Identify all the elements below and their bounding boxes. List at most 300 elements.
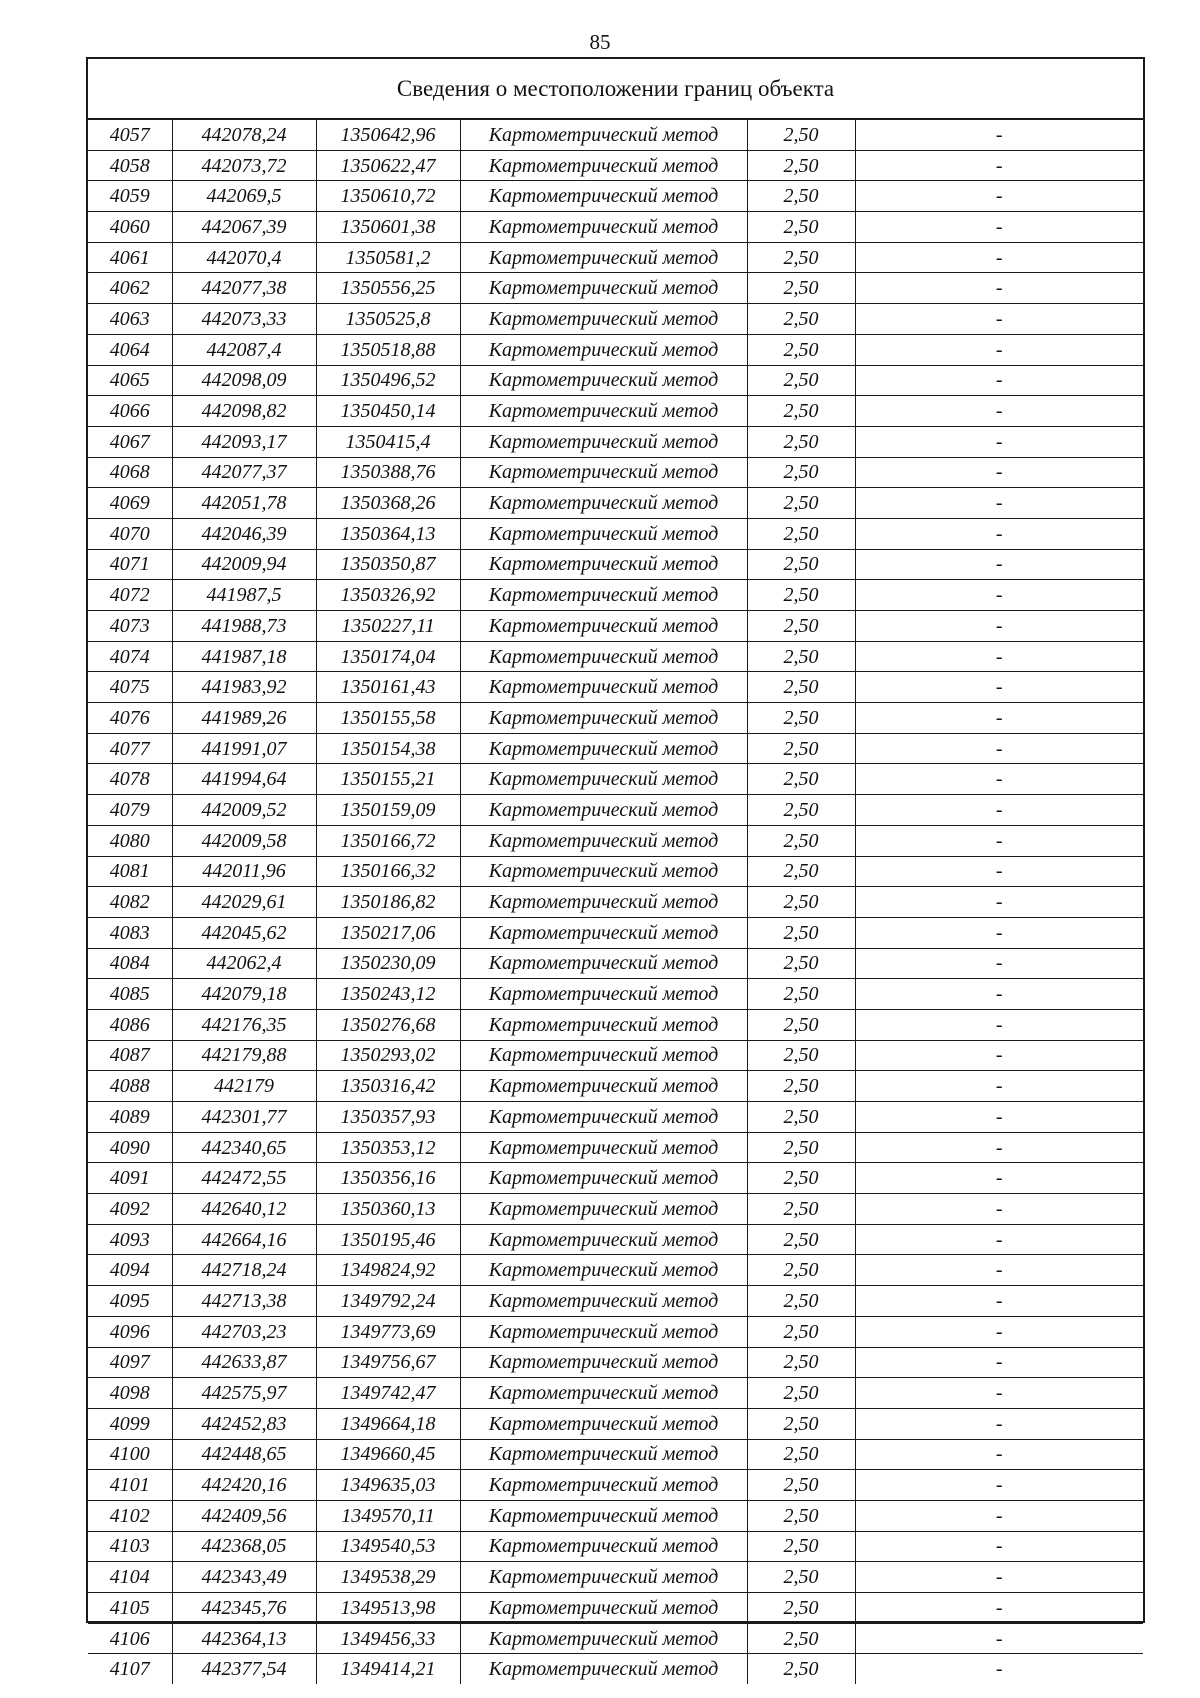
x-coordinate-cell: 442409,56: [172, 1500, 316, 1531]
method-cell: Картометрический метод: [460, 948, 747, 979]
description-cell: -: [855, 365, 1143, 396]
x-coordinate-cell: 442713,38: [172, 1286, 316, 1317]
y-coordinate-cell: 1349414,21: [316, 1654, 460, 1684]
table-row: [88, 1439, 1143, 1470]
point-number-cell: 4095: [88, 1286, 172, 1317]
table-row: [88, 1132, 1143, 1163]
table-row: [88, 1286, 1143, 1317]
description-cell: -: [855, 611, 1143, 642]
accuracy-cell: 2,50: [747, 1654, 855, 1684]
method-cell: Картометрический метод: [460, 1439, 747, 1470]
point-number-cell: 4071: [88, 549, 172, 580]
point-number-cell: 4080: [88, 825, 172, 856]
point-number-cell: 4091: [88, 1163, 172, 1194]
point-number-cell: 4069: [88, 488, 172, 519]
table-row: [88, 1040, 1143, 1071]
x-coordinate-cell: 442703,23: [172, 1316, 316, 1347]
description-cell: -: [855, 825, 1143, 856]
accuracy-cell: 2,50: [747, 396, 855, 427]
table-row: [88, 304, 1143, 335]
point-number-cell: 4076: [88, 703, 172, 734]
method-cell: Картометрический метод: [460, 1009, 747, 1040]
accuracy-cell: 2,50: [747, 1102, 855, 1133]
description-cell: -: [855, 733, 1143, 764]
x-coordinate-cell: 442718,24: [172, 1255, 316, 1286]
y-coordinate-cell: 1350360,13: [316, 1194, 460, 1225]
point-number-cell: 4106: [88, 1623, 172, 1654]
point-number-cell: 4059: [88, 181, 172, 212]
description-cell: -: [855, 1132, 1143, 1163]
y-coordinate-cell: 1350166,72: [316, 825, 460, 856]
method-cell: Картометрический метод: [460, 304, 747, 335]
accuracy-cell: 2,50: [747, 120, 855, 150]
accuracy-cell: 2,50: [747, 825, 855, 856]
x-coordinate-cell: 442575,97: [172, 1378, 316, 1409]
table-row: [88, 1378, 1143, 1409]
table-row: [88, 948, 1143, 979]
accuracy-cell: 2,50: [747, 1132, 855, 1163]
description-cell: -: [855, 273, 1143, 304]
method-cell: Картометрический метод: [460, 426, 747, 457]
x-coordinate-cell: 442073,33: [172, 304, 316, 335]
table-row: [88, 1408, 1143, 1439]
point-number-cell: 4083: [88, 917, 172, 948]
method-cell: Картометрический метод: [460, 641, 747, 672]
point-number-cell: 4062: [88, 273, 172, 304]
x-coordinate-cell: 441987,5: [172, 580, 316, 611]
point-number-cell: 4066: [88, 396, 172, 427]
x-coordinate-cell: 442046,39: [172, 518, 316, 549]
description-cell: -: [855, 1654, 1143, 1684]
description-cell: -: [855, 549, 1143, 580]
y-coordinate-cell: 1350450,14: [316, 396, 460, 427]
table-row: [88, 1623, 1143, 1654]
table-row: [88, 150, 1143, 181]
table-row: [88, 457, 1143, 488]
x-coordinate-cell: 442029,61: [172, 887, 316, 918]
point-number-cell: 4093: [88, 1224, 172, 1255]
description-cell: -: [855, 1286, 1143, 1317]
method-cell: Картометрический метод: [460, 334, 747, 365]
point-number-cell: 4058: [88, 150, 172, 181]
method-cell: Картометрический метод: [460, 1408, 747, 1439]
description-cell: -: [855, 1347, 1143, 1378]
x-coordinate-cell: 442472,55: [172, 1163, 316, 1194]
accuracy-cell: 2,50: [747, 488, 855, 519]
table-row: [88, 1163, 1143, 1194]
method-cell: Картометрический метод: [460, 1194, 747, 1225]
point-number-cell: 4067: [88, 426, 172, 457]
method-cell: Картометрический метод: [460, 242, 747, 273]
method-cell: Картометрический метод: [460, 150, 747, 181]
point-number-cell: 4105: [88, 1593, 172, 1624]
point-number-cell: 4102: [88, 1500, 172, 1531]
point-number-cell: 4081: [88, 856, 172, 887]
method-cell: Картометрический метод: [460, 365, 747, 396]
point-number-cell: 4079: [88, 795, 172, 826]
point-number-cell: 4057: [88, 120, 172, 150]
accuracy-cell: 2,50: [747, 1470, 855, 1501]
table-row: [88, 1009, 1143, 1040]
method-cell: Картометрический метод: [460, 1132, 747, 1163]
description-cell: -: [855, 120, 1143, 150]
y-coordinate-cell: 1350293,02: [316, 1040, 460, 1071]
x-coordinate-cell: 442009,58: [172, 825, 316, 856]
y-coordinate-cell: 1350195,46: [316, 1224, 460, 1255]
method-cell: Картометрический метод: [460, 856, 747, 887]
y-coordinate-cell: 1350316,42: [316, 1071, 460, 1102]
x-coordinate-cell: 442368,05: [172, 1531, 316, 1562]
y-coordinate-cell: 1350276,68: [316, 1009, 460, 1040]
table-row: [88, 212, 1143, 243]
x-coordinate-cell: 442098,09: [172, 365, 316, 396]
method-cell: Картометрический метод: [460, 1102, 747, 1133]
y-coordinate-cell: 1350518,88: [316, 334, 460, 365]
table-row: [88, 1500, 1143, 1531]
table-row: [88, 1562, 1143, 1593]
point-number-cell: 4097: [88, 1347, 172, 1378]
y-coordinate-cell: 1349773,69: [316, 1316, 460, 1347]
y-coordinate-cell: 1350350,87: [316, 549, 460, 580]
x-coordinate-cell: 442011,96: [172, 856, 316, 887]
point-number-cell: 4061: [88, 242, 172, 273]
page-number: 85: [589, 30, 611, 54]
point-number-cell: 4078: [88, 764, 172, 795]
y-coordinate-cell: 1350496,52: [316, 365, 460, 396]
x-coordinate-cell: 441991,07: [172, 733, 316, 764]
accuracy-cell: 2,50: [747, 1009, 855, 1040]
y-coordinate-cell: 1350154,38: [316, 733, 460, 764]
description-cell: -: [855, 334, 1143, 365]
x-coordinate-cell: 442176,35: [172, 1009, 316, 1040]
description-cell: -: [855, 948, 1143, 979]
accuracy-cell: 2,50: [747, 181, 855, 212]
description-cell: -: [855, 703, 1143, 734]
x-coordinate-cell: 442664,16: [172, 1224, 316, 1255]
method-cell: Картометрический метод: [460, 1255, 747, 1286]
description-cell: -: [855, 795, 1143, 826]
table-row: [88, 1194, 1143, 1225]
x-coordinate-cell: 442377,54: [172, 1654, 316, 1684]
accuracy-cell: 2,50: [747, 1562, 855, 1593]
x-coordinate-cell: 442179: [172, 1071, 316, 1102]
table-row: [88, 1347, 1143, 1378]
point-number-cell: 4100: [88, 1439, 172, 1470]
table-row: [88, 549, 1143, 580]
point-number-cell: 4074: [88, 641, 172, 672]
table-row: [88, 120, 1143, 150]
method-cell: Картометрический метод: [460, 825, 747, 856]
method-cell: Картометрический метод: [460, 549, 747, 580]
y-coordinate-cell: 1350601,38: [316, 212, 460, 243]
method-cell: Картометрический метод: [460, 1040, 747, 1071]
x-coordinate-cell: 441989,26: [172, 703, 316, 734]
x-coordinate-cell: 442420,16: [172, 1470, 316, 1501]
description-cell: -: [855, 1194, 1143, 1225]
point-number-cell: 4077: [88, 733, 172, 764]
accuracy-cell: 2,50: [747, 795, 855, 826]
x-coordinate-cell: 442087,4: [172, 334, 316, 365]
method-cell: Картометрический метод: [460, 212, 747, 243]
description-cell: -: [855, 1316, 1143, 1347]
y-coordinate-cell: 1349664,18: [316, 1408, 460, 1439]
method-cell: Картометрический метод: [460, 795, 747, 826]
description-cell: -: [855, 672, 1143, 703]
x-coordinate-cell: 442345,76: [172, 1593, 316, 1624]
point-number-cell: 4094: [88, 1255, 172, 1286]
table-row: [88, 1224, 1143, 1255]
x-coordinate-cell: 441987,18: [172, 641, 316, 672]
table-row: [88, 334, 1143, 365]
method-cell: Картометрический метод: [460, 1163, 747, 1194]
method-cell: Картометрический метод: [460, 1623, 747, 1654]
method-cell: Картометрический метод: [460, 518, 747, 549]
y-coordinate-cell: 1350155,21: [316, 764, 460, 795]
x-coordinate-cell: 441988,73: [172, 611, 316, 642]
y-coordinate-cell: 1350230,09: [316, 948, 460, 979]
method-cell: Картометрический метод: [460, 1562, 747, 1593]
description-cell: -: [855, 1255, 1143, 1286]
x-coordinate-cell: 441994,64: [172, 764, 316, 795]
accuracy-cell: 2,50: [747, 1040, 855, 1071]
description-cell: -: [855, 1378, 1143, 1409]
accuracy-cell: 2,50: [747, 917, 855, 948]
point-number-cell: 4073: [88, 611, 172, 642]
table-row: [88, 764, 1143, 795]
x-coordinate-cell: 442448,65: [172, 1439, 316, 1470]
table-row: [88, 273, 1143, 304]
y-coordinate-cell: 1350581,2: [316, 242, 460, 273]
accuracy-cell: 2,50: [747, 1593, 855, 1624]
description-cell: -: [855, 488, 1143, 519]
y-coordinate-cell: 1350217,06: [316, 917, 460, 948]
table-row: [88, 1255, 1143, 1286]
y-coordinate-cell: 1350326,92: [316, 580, 460, 611]
accuracy-cell: 2,50: [747, 1531, 855, 1562]
method-cell: Картометрический метод: [460, 181, 747, 212]
method-cell: Картометрический метод: [460, 611, 747, 642]
point-number-cell: 4075: [88, 672, 172, 703]
accuracy-cell: 2,50: [747, 1194, 855, 1225]
table-row: [88, 611, 1143, 642]
coordinates-table-body: [88, 120, 1143, 1684]
description-cell: -: [855, 426, 1143, 457]
y-coordinate-cell: 1349756,67: [316, 1347, 460, 1378]
point-number-cell: 4060: [88, 212, 172, 243]
x-coordinate-cell: 442045,62: [172, 917, 316, 948]
accuracy-cell: 2,50: [747, 1500, 855, 1531]
method-cell: Картометрический метод: [460, 1654, 747, 1684]
accuracy-cell: 2,50: [747, 979, 855, 1010]
y-coordinate-cell: 1350415,4: [316, 426, 460, 457]
method-cell: Картометрический метод: [460, 917, 747, 948]
y-coordinate-cell: 1350642,96: [316, 120, 460, 150]
table-row: [88, 242, 1143, 273]
table-row: [88, 488, 1143, 519]
description-cell: -: [855, 1623, 1143, 1654]
y-coordinate-cell: 1350356,16: [316, 1163, 460, 1194]
table-row: [88, 1071, 1143, 1102]
description-cell: -: [855, 1224, 1143, 1255]
method-cell: Картометрический метод: [460, 979, 747, 1010]
point-number-cell: 4065: [88, 365, 172, 396]
accuracy-cell: 2,50: [747, 764, 855, 795]
accuracy-cell: 2,50: [747, 273, 855, 304]
method-cell: Картометрический метод: [460, 733, 747, 764]
y-coordinate-cell: 1350159,09: [316, 795, 460, 826]
x-coordinate-cell: 442078,24: [172, 120, 316, 150]
table-row: [88, 1593, 1143, 1624]
method-cell: Картометрический метод: [460, 457, 747, 488]
x-coordinate-cell: 442633,87: [172, 1347, 316, 1378]
accuracy-cell: 2,50: [747, 457, 855, 488]
coordinates-table-frame: [86, 57, 1145, 1681]
table-row: [88, 580, 1143, 611]
point-number-cell: 4101: [88, 1470, 172, 1501]
accuracy-cell: 2,50: [747, 703, 855, 734]
x-coordinate-cell: 442179,88: [172, 1040, 316, 1071]
point-number-cell: 4070: [88, 518, 172, 549]
y-coordinate-cell: 1350357,93: [316, 1102, 460, 1133]
description-cell: -: [855, 580, 1143, 611]
method-cell: Картометрический метод: [460, 1286, 747, 1317]
point-number-cell: 4104: [88, 1562, 172, 1593]
point-number-cell: 4088: [88, 1071, 172, 1102]
y-coordinate-cell: 1350353,12: [316, 1132, 460, 1163]
point-number-cell: 4096: [88, 1316, 172, 1347]
x-coordinate-cell: 441983,92: [172, 672, 316, 703]
method-cell: Картометрический метод: [460, 273, 747, 304]
table-row: [88, 365, 1143, 396]
y-coordinate-cell: 1349742,47: [316, 1378, 460, 1409]
accuracy-cell: 2,50: [747, 856, 855, 887]
accuracy-cell: 2,50: [747, 641, 855, 672]
y-coordinate-cell: 1349540,53: [316, 1531, 460, 1562]
accuracy-cell: 2,50: [747, 304, 855, 335]
point-number-cell: 4090: [88, 1132, 172, 1163]
point-number-cell: 4064: [88, 334, 172, 365]
table-row: [88, 1531, 1143, 1562]
method-cell: Картометрический метод: [460, 1593, 747, 1624]
x-coordinate-cell: 442073,72: [172, 150, 316, 181]
y-coordinate-cell: 1350186,82: [316, 887, 460, 918]
point-number-cell: 4103: [88, 1531, 172, 1562]
table-row: [88, 795, 1143, 826]
table-row: [88, 1470, 1143, 1501]
method-cell: Картометрический метод: [460, 120, 747, 150]
accuracy-cell: 2,50: [747, 733, 855, 764]
description-cell: -: [855, 304, 1143, 335]
method-cell: Картометрический метод: [460, 1347, 747, 1378]
y-coordinate-cell: 1349570,11: [316, 1500, 460, 1531]
y-coordinate-cell: 1349456,33: [316, 1623, 460, 1654]
table-row: [88, 917, 1143, 948]
method-cell: Картометрический метод: [460, 1224, 747, 1255]
x-coordinate-cell: 442093,17: [172, 426, 316, 457]
x-coordinate-cell: 442340,65: [172, 1132, 316, 1163]
description-cell: -: [855, 641, 1143, 672]
accuracy-cell: 2,50: [747, 549, 855, 580]
x-coordinate-cell: 442452,83: [172, 1408, 316, 1439]
description-cell: -: [855, 518, 1143, 549]
accuracy-cell: 2,50: [747, 1623, 855, 1654]
description-cell: -: [855, 1500, 1143, 1531]
accuracy-cell: 2,50: [747, 1224, 855, 1255]
method-cell: Картометрический метод: [460, 1500, 747, 1531]
description-cell: -: [855, 1408, 1143, 1439]
point-number-cell: 4082: [88, 887, 172, 918]
method-cell: Картометрический метод: [460, 1378, 747, 1409]
description-cell: -: [855, 887, 1143, 918]
method-cell: Картометрический метод: [460, 396, 747, 427]
accuracy-cell: 2,50: [747, 150, 855, 181]
y-coordinate-cell: 1350610,72: [316, 181, 460, 212]
x-coordinate-cell: 442062,4: [172, 948, 316, 979]
accuracy-cell: 2,50: [747, 1071, 855, 1102]
y-coordinate-cell: 1350622,47: [316, 150, 460, 181]
accuracy-cell: 2,50: [747, 1255, 855, 1286]
description-cell: -: [855, 856, 1143, 887]
description-cell: -: [855, 1562, 1143, 1593]
point-number-cell: 4087: [88, 1040, 172, 1071]
description-cell: -: [855, 917, 1143, 948]
description-cell: -: [855, 1439, 1143, 1470]
accuracy-cell: 2,50: [747, 1378, 855, 1409]
accuracy-cell: 2,50: [747, 242, 855, 273]
accuracy-cell: 2,50: [747, 611, 855, 642]
x-coordinate-cell: 442343,49: [172, 1562, 316, 1593]
table-row: [88, 181, 1143, 212]
x-coordinate-cell: 442009,94: [172, 549, 316, 580]
table-row: [88, 1316, 1143, 1347]
table-row: [88, 518, 1143, 549]
table-row: [88, 979, 1143, 1010]
y-coordinate-cell: 1349538,29: [316, 1562, 460, 1593]
method-cell: Картометрический метод: [460, 672, 747, 703]
method-cell: Картометрический метод: [460, 488, 747, 519]
y-coordinate-cell: 1350161,43: [316, 672, 460, 703]
x-coordinate-cell: 442640,12: [172, 1194, 316, 1225]
accuracy-cell: 2,50: [747, 1163, 855, 1194]
point-number-cell: 4098: [88, 1378, 172, 1409]
description-cell: -: [855, 1470, 1143, 1501]
description-cell: -: [855, 242, 1143, 273]
method-cell: Картометрический метод: [460, 1531, 747, 1562]
x-coordinate-cell: 442077,37: [172, 457, 316, 488]
point-number-cell: 4072: [88, 580, 172, 611]
description-cell: -: [855, 979, 1143, 1010]
method-cell: Картометрический метод: [460, 764, 747, 795]
description-cell: -: [855, 1009, 1143, 1040]
description-cell: -: [855, 1102, 1143, 1133]
point-number-cell: 4085: [88, 979, 172, 1010]
y-coordinate-cell: 1350364,13: [316, 518, 460, 549]
accuracy-cell: 2,50: [747, 334, 855, 365]
x-coordinate-cell: 442301,77: [172, 1102, 316, 1133]
x-coordinate-cell: 442098,82: [172, 396, 316, 427]
y-coordinate-cell: 1350525,8: [316, 304, 460, 335]
table-row: [88, 733, 1143, 764]
point-number-cell: 4063: [88, 304, 172, 335]
table-title: Сведения о местоположении границ объекта: [88, 59, 1143, 120]
point-number-cell: 4099: [88, 1408, 172, 1439]
point-number-cell: 4068: [88, 457, 172, 488]
description-cell: -: [855, 212, 1143, 243]
accuracy-cell: 2,50: [747, 887, 855, 918]
y-coordinate-cell: 1349513,98: [316, 1593, 460, 1624]
y-coordinate-cell: 1350155,58: [316, 703, 460, 734]
y-coordinate-cell: 1349660,45: [316, 1439, 460, 1470]
